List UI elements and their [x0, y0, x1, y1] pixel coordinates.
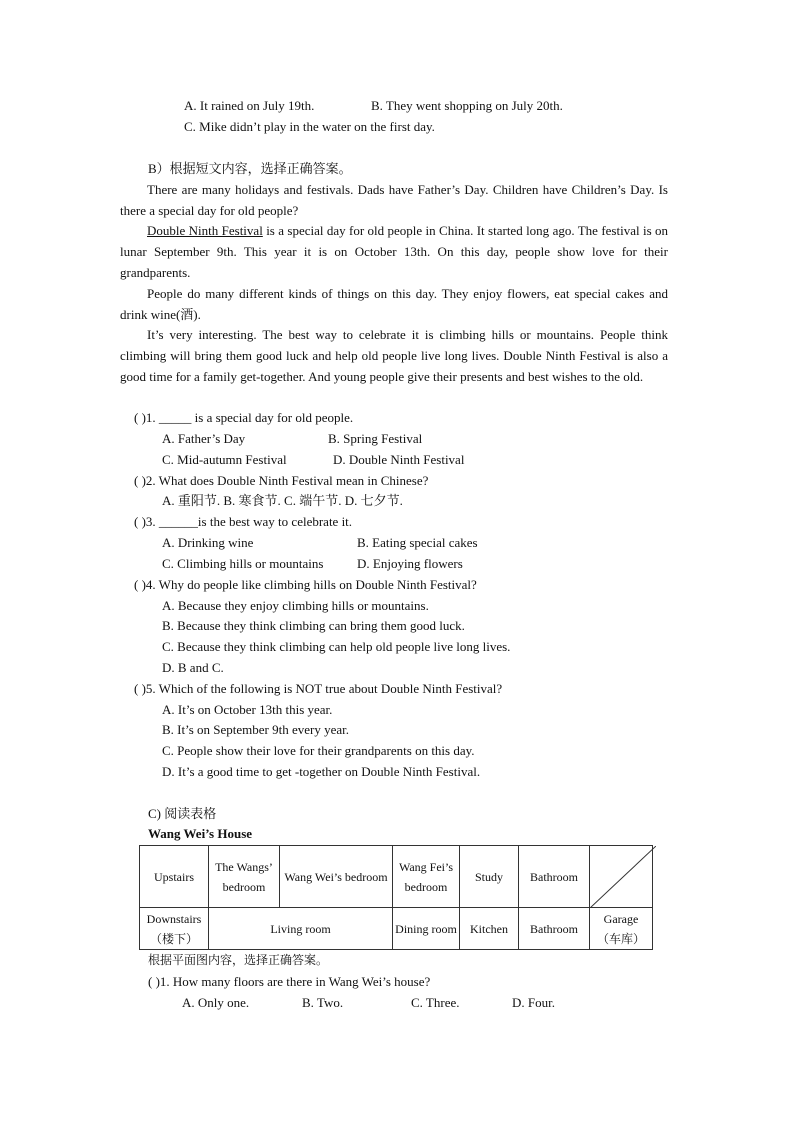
- question-4-option-a: A. Because they enjoy climbing hills or mountains.: [162, 598, 429, 613]
- option-b: B. They went shopping on July 20th.: [371, 98, 563, 113]
- section-b-heading: B）根据短文内容，选择正确答案。: [148, 161, 352, 176]
- section-c-q1-option-d: D. Four.: [512, 995, 555, 1010]
- room-cell: Living room: [209, 908, 393, 950]
- room-cell: The Wangs’ bedroom: [209, 846, 280, 908]
- question-2-options: A. 重阳节. B. 寒食节. C. 端午节. D. 七夕节.: [162, 493, 403, 508]
- paragraph-text: is a special day for old people in China. It started long ago. The festival is on lunar September 9th. This year it is on October 13th. On this day, people show love for their grandparents.: [120, 223, 669, 280]
- section-c-q1-option-b: B. Two.: [302, 995, 344, 1010]
- upstairs-label: Upstairs: [140, 846, 209, 908]
- section-c-q1-option-c: C. Three.: [411, 995, 460, 1010]
- paragraph-text: People do many different kinds of things on this day. They enjoy flowers, eat special cakes and drink wine(酒).: [120, 286, 668, 322]
- question-3-option-b: B. Eating special cakes: [357, 535, 478, 550]
- section-c-question-1: ( )1. How many floors are there in Wang Wei’s house?: [148, 974, 431, 989]
- downstairs-cn: （楼下）: [149, 931, 198, 946]
- question-1-option-d: D. Double Ninth Festival: [333, 452, 465, 467]
- question-5: ( )5. Which of the following is NOT true about Double Ninth Festival?: [134, 681, 503, 696]
- question-1-option-b: B. Spring Festival: [328, 431, 423, 446]
- downstairs-label: [140, 908, 209, 950]
- question-1-option-a: A. Father’s Day: [162, 431, 246, 446]
- question-5-option-c: C. People show their love for their grandparents on this day.: [162, 743, 475, 758]
- paragraph-text: It’s very interesting. The best way to celebrate it is climbing hills or mountains. People think climbing will bring them good luck and help old people live long lives. Double Ninth Festival is also a good time for a family get-together. And young people give their presents and best wishes to the old.: [120, 327, 668, 384]
- passage-paragraph-1: [120, 180, 668, 222]
- room-cell: Dining room: [393, 908, 460, 950]
- question-5-option-b: B. It’s on September 9th every year.: [162, 722, 350, 737]
- passage-paragraph-4: [120, 325, 668, 387]
- downstairs-row: [140, 908, 653, 950]
- section-c-heading: C) 阅读表格: [148, 806, 217, 821]
- garage-cn: （车库）: [596, 931, 645, 946]
- question-3-option-a: A. Drinking wine: [162, 535, 254, 550]
- question-4-option-c: C. Because they think climbing can help old people live long lives.: [162, 639, 511, 654]
- paragraph-text: There are many holidays and festivals. Dads have Father’s Day. Children have Children’s Day. Is there a special day for old people?: [120, 182, 668, 218]
- question-1: ( )1. _____ is a special day for old people.: [134, 410, 354, 425]
- diagonal-line: [590, 846, 656, 908]
- question-3-option-c: C. Climbing hills or mountains: [162, 556, 324, 571]
- room-cell: Bathroom: [519, 908, 590, 950]
- question-1-option-c: C. Mid-autumn Festival: [162, 452, 287, 467]
- question-5-option-a: A. It’s on October 13th this year.: [162, 702, 333, 717]
- room-cell: Study: [460, 846, 519, 908]
- question-4-option-b: B. Because they think climbing can bring them good luck.: [162, 618, 465, 633]
- garage-text: Garage: [603, 911, 639, 926]
- question-2: ( )2. What does Double Ninth Festival mean in Chinese?: [134, 473, 429, 488]
- room-cell: Wang Fei’s bedroom: [393, 846, 460, 908]
- question-3-option-d: D. Enjoying flowers: [357, 556, 463, 571]
- downstairs-text: Downstairs: [146, 911, 202, 926]
- question-4: ( )4. Why do people like climbing hills on Double Ninth Festival?: [134, 577, 477, 592]
- room-cell: Kitchen: [460, 908, 519, 950]
- question-4-option-d: D. B and C.: [162, 660, 224, 675]
- festival-name-underlined: Double Ninth Festival: [147, 223, 263, 238]
- question-5-option-d: D. It’s a good time to get -together on Double Ninth Festival.: [162, 764, 481, 779]
- room-cell: Wang Wei’s bedroom: [280, 846, 393, 908]
- room-cell: Bathroom: [519, 846, 590, 908]
- empty-diagonal-cell: [590, 846, 653, 908]
- table-title: Wang Wei’s House: [148, 826, 253, 841]
- section-c-q1-option-a: A. Only one.: [182, 995, 250, 1010]
- house-floor-table: [139, 845, 653, 950]
- option-c: C. Mike didn’t play in the water on the first day.: [184, 119, 435, 134]
- upstairs-row: [140, 846, 653, 908]
- passage-paragraph-3: [120, 284, 668, 326]
- table-instruction: 根据平面图内容，选择正确答案。: [148, 953, 329, 967]
- question-3: ( )3. ______is the best way to celebrate it.: [134, 514, 353, 529]
- garage-cell: [590, 908, 653, 950]
- passage-paragraph-2: [120, 221, 668, 283]
- option-a: A. It rained on July 19th.: [184, 98, 315, 113]
